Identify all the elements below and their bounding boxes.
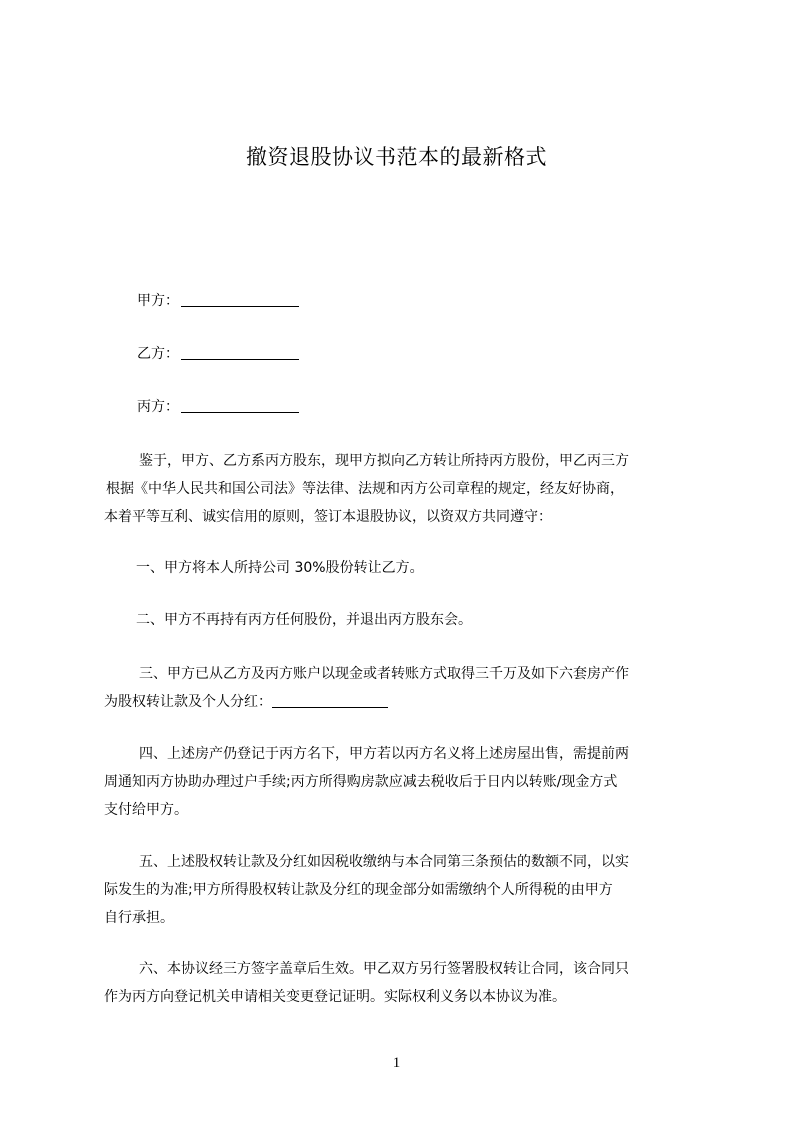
party-b-line <box>137 343 299 365</box>
clause-5-line-3: 自行承担。 <box>104 910 174 926</box>
party-a-line <box>137 290 299 312</box>
page-number: 1 <box>392 1055 401 1071</box>
clause-6-line-1: 六、本协议经三方签字盖章后生效。甲乙双方另行签署股权转让合同，该合同只 <box>139 961 629 977</box>
clause-3-line-1: 三、甲方已从乙方及丙方账户以现金或者转账方式取得三千万及如下六套房产作 <box>139 666 629 682</box>
party-a-blank <box>181 292 299 307</box>
clause-5 <box>104 848 704 932</box>
preamble-line-1: 鉴于，甲方、乙方系丙方股东，现甲方拟向乙方转让所持丙方股份，甲乙丙三方 <box>139 453 629 469</box>
clause-3-blank <box>272 693 388 708</box>
clause-3-line-2-text: 为股权转让款及个人分红： <box>104 694 272 710</box>
party-c-blank <box>181 398 299 413</box>
clause-4-line-1: 四、上述房产仍登记于丙方名下，甲方若以丙方名义将上述房屋出售，需提前两 <box>139 746 629 762</box>
document-title: 撤资退股协议书范本的最新格式 <box>246 145 547 169</box>
clause-1 <box>104 554 704 582</box>
clause-5-line-2: 际发生的为准;甲方所得股权转让款及分红的现金部分如需缴纳个人所得税的由甲方 <box>104 882 613 898</box>
party-a-label: 甲方： <box>137 293 179 309</box>
party-c-label: 丙方： <box>137 399 179 415</box>
clause-4-line-2: 周通知丙方协助办理过户手续;丙方所得购房款应减去税收后于日内以转账/现金方式 <box>104 774 618 790</box>
preamble-line-3: 本着平等互利、诚实信用的原则，签订本退股协议，以资双方共同遵守： <box>104 509 552 525</box>
party-b-label: 乙方： <box>137 346 179 362</box>
clause-3-line-2 <box>104 688 704 716</box>
clause-2-text: 二、甲方不再持有丙方任何股份，并退出丙方股东会。 <box>136 612 472 628</box>
clause-4-line-3: 支付给甲方。 <box>104 802 188 818</box>
party-c-line <box>137 396 299 418</box>
preamble-line-2: 根据《中华人民共和国公司法》等法律、法规和丙方公司章程的规定，经友好协商， <box>106 481 624 497</box>
clause-5-line-1: 五、上述股权转让款及分红如因税收缴纳与本合同第三条预估的数额不同，以实 <box>139 854 629 870</box>
preamble-paragraph <box>104 447 704 531</box>
clause-2 <box>104 606 704 634</box>
party-b-blank <box>181 345 299 360</box>
clause-4 <box>104 740 704 824</box>
clause-6 <box>104 955 704 1011</box>
clause-1-text: 一、甲方将本人所持公司 30%股份转让乙方。 <box>136 560 424 576</box>
clause-3 <box>104 660 704 716</box>
clause-6-line-2: 作为丙方向登记机关申请相关变更登记证明。实际权利义务以本协议为准。 <box>104 989 566 1005</box>
